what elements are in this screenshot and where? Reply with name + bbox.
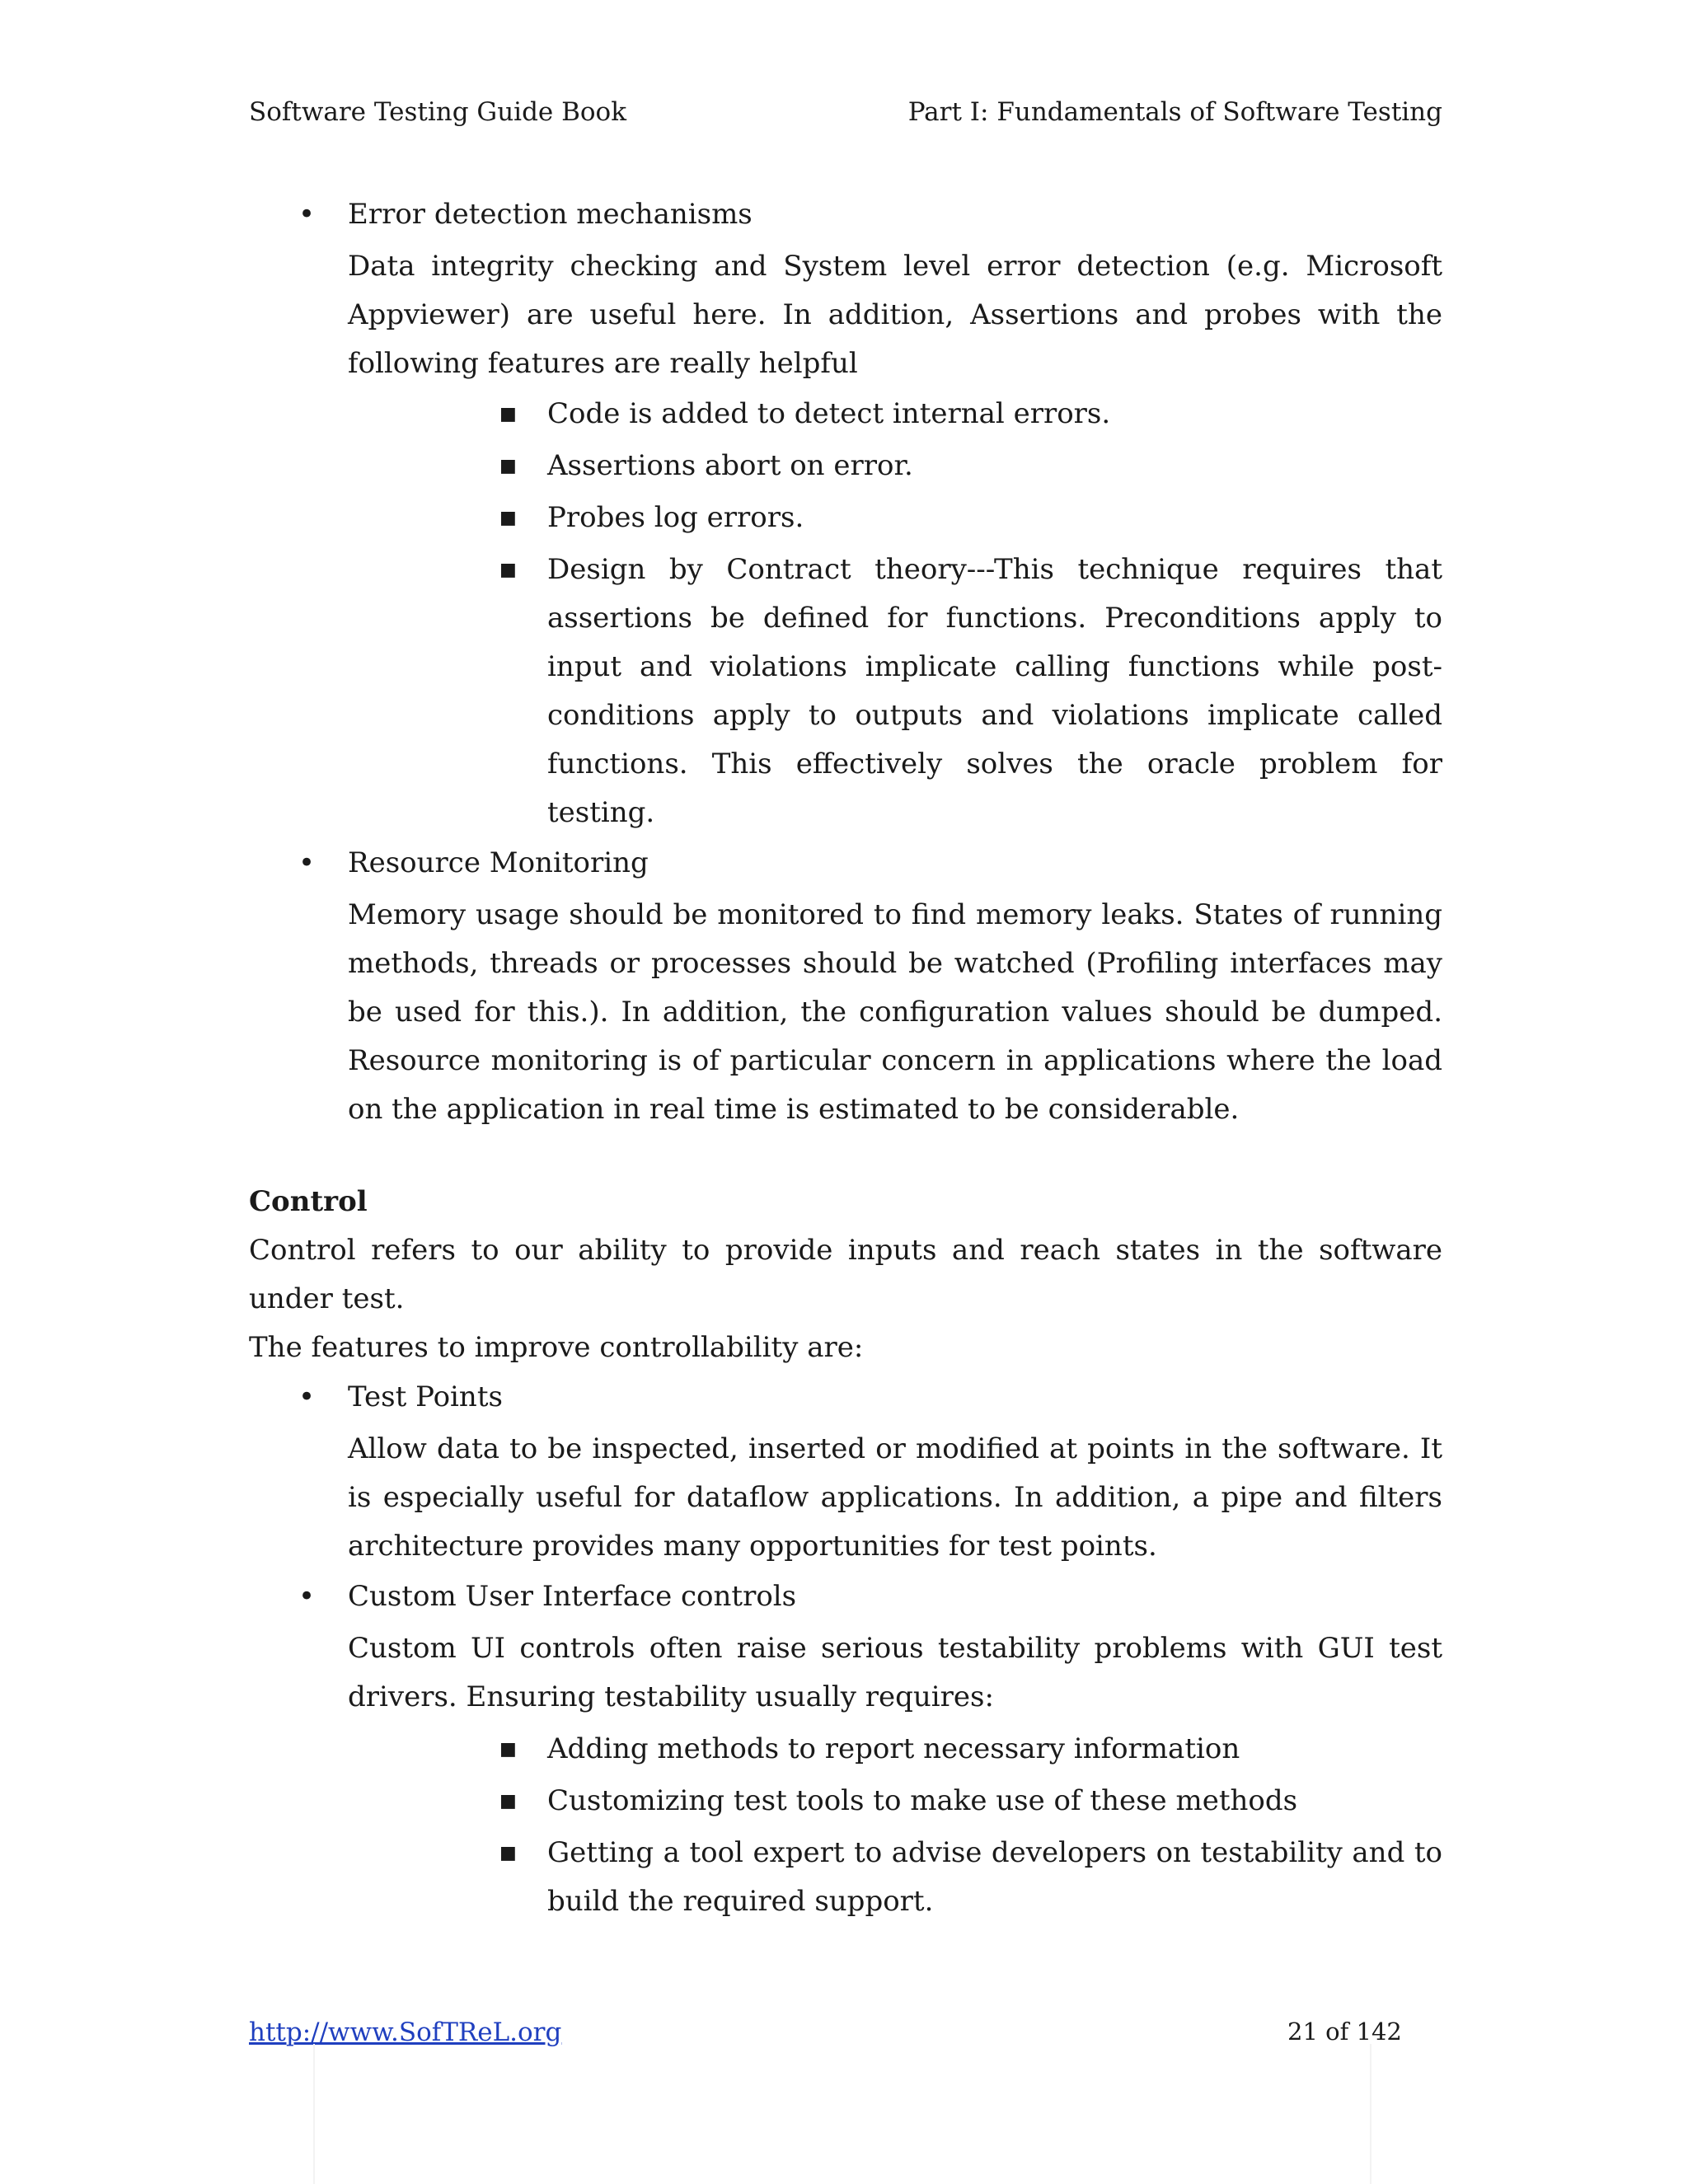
resource-monitoring-paragraph: Memory usage should be monitored to find memory leaks. States of running methods, threads or processes should be watched (Profiling interfaces may be used for this.). In addition, the configuration values should be dumped. Resource monitoring is of particular concern in applications where the load on the application in real time is estimated to be considerable. (348, 898, 1442, 1126)
bullet-title: Resource Monitoring (348, 846, 649, 879)
bullet-resource-monitoring (298, 839, 649, 888)
section-heading-control: Control (249, 1185, 368, 1218)
test-points-paragraph: Allow data to be inspected, inserted or modified at points in the software. It is especially useful for dataflow applications. In addition, a pipe and filters architecture provides many opportunities for test points. (348, 1432, 1442, 1563)
bullet-title: Error detection mechanisms (348, 198, 753, 231)
bullet-dot-icon: • (298, 846, 316, 879)
list-item: ■ Customizing test tools to make use of these methods (499, 1777, 1442, 1825)
square-bullet-icon: ■ (499, 404, 517, 424)
error-detection-paragraph: Data integrity checking and System level error detection (e.g. Microsoft Appviewer) are useful here. In addition, Assertions and probes with the following features are really helpful (348, 250, 1442, 380)
square-bullet-icon: ■ (499, 560, 517, 580)
square-bullet-icon: ■ (499, 456, 517, 476)
bullet-dot-icon: • (298, 198, 316, 231)
page-number: 21 of 142 (1287, 2018, 1402, 2046)
square-bullet-icon: ■ (499, 1843, 517, 1863)
header-book-title: Software Testing Guide Book (249, 97, 627, 127)
list-item: ■ Probes log errors. (499, 494, 1442, 542)
bullet-error-detection (298, 190, 753, 239)
custom-ui-paragraph: Custom UI controls often raise serious testability problems with GUI test drivers. Ensuring testability usually requires: (348, 1632, 1442, 1713)
list-item: ■ Design by Contract theory---This technique requires that assertions be defined for functions. Preconditions apply to input and violations implicate calling functions while post-conditions apply to outputs and violations implicate called functions. This effectively solves the oracle problem for testing. (499, 546, 1442, 837)
list-item: ■ Adding methods to report necessary information (499, 1725, 1442, 1774)
list-item: ■ Code is added to detect internal errors. (499, 390, 1442, 438)
square-bullet-icon: ■ (499, 508, 517, 528)
bullet-custom-ui-controls (298, 1572, 796, 1621)
header-part-title: Part I: Fundamentals of Software Testing (907, 97, 1442, 127)
control-intro-paragraph: Control refers to our ability to provide inputs and reach states in the software under test. (249, 1234, 1442, 1315)
bullet-title: Test Points (348, 1380, 503, 1413)
footer-website-link[interactable]: http://www.SofTReL.org (249, 2018, 562, 2047)
bullet-test-points (298, 1373, 503, 1422)
bleed-through-shading (313, 2044, 1372, 2184)
square-bullet-icon: ■ (499, 1739, 517, 1760)
running-header (249, 97, 1442, 127)
bullet-dot-icon: • (298, 1580, 316, 1613)
list-item: ■ Getting a tool expert to advise developers on testability and to build the required support. (499, 1829, 1442, 1926)
bullet-dot-icon: • (298, 1380, 316, 1413)
bullet-title: Custom User Interface controls (348, 1580, 797, 1613)
square-bullet-icon: ■ (499, 1791, 517, 1811)
list-item: ■ Assertions abort on error. (499, 442, 1442, 490)
controllability-features-line: The features to improve controllability are: (249, 1331, 864, 1364)
